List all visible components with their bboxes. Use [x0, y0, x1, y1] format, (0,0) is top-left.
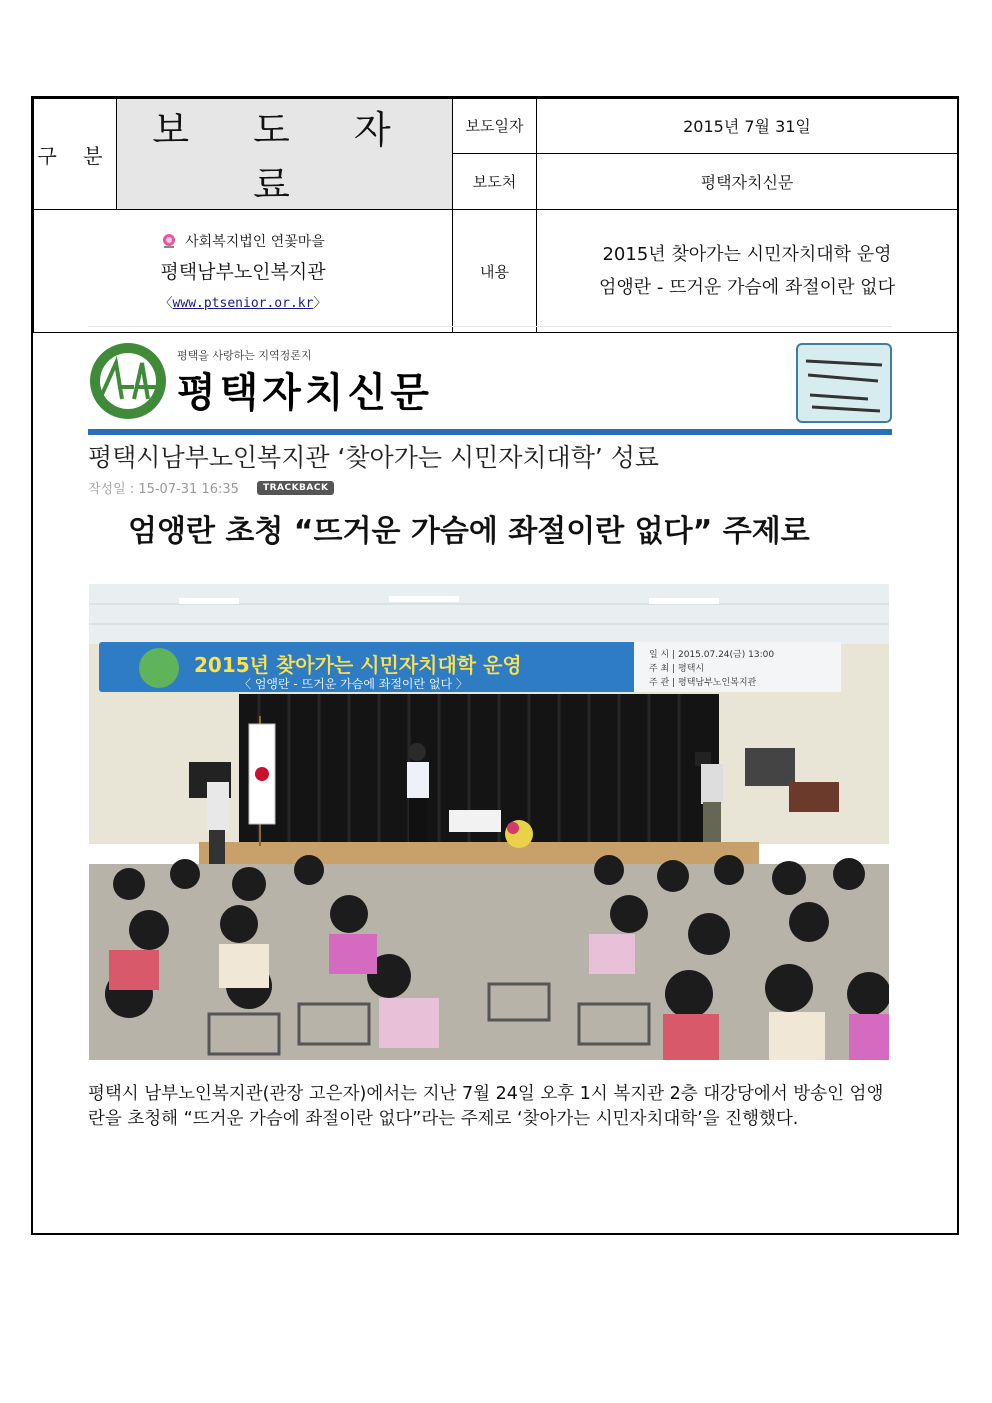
content-label-cell: [453, 210, 537, 333]
trackback-button[interactable]: TRACKBACK: [257, 481, 335, 495]
url-bracket-close: 〉: [313, 296, 327, 311]
outlet-value: 평택자치신문: [700, 172, 794, 192]
organization-url-row: [34, 292, 452, 311]
lotus-logo-icon: [161, 233, 177, 249]
content-value-cell: [537, 210, 958, 333]
organization-parent: 사회복지법인 연꽃마을: [185, 234, 325, 250]
newspaper-thumbnail: [796, 343, 892, 423]
date-value-cell: [537, 99, 958, 154]
photo-banner-host: 주 최 | 평택시: [649, 664, 705, 674]
date-label: 보도일자: [465, 117, 524, 136]
article-headline: 평택시남부노인복지관 ‘찾아가는 시민자치대학’ 성료: [88, 443, 660, 472]
newspaper-logo-icon: [88, 341, 168, 421]
doc-title-cell: [117, 99, 453, 210]
organization-parent-row: [34, 231, 452, 251]
event-photo: [89, 584, 889, 1060]
organization-name: 평택남부노인복지관: [160, 261, 326, 283]
photo-banner-date: 일 시 | 2015.07.24(금) 13:00: [649, 650, 775, 660]
date-value: 2015년 7월 31일: [683, 117, 811, 137]
content-line-2: 엄앵란 - 뜨거운 가슴에 좌절이란 없다: [599, 277, 895, 298]
article-clipping: [88, 326, 894, 1129]
article-body: 평택시 남부노인복지관(관장 고은자)에서는 지난 7월 24일 오후 1시 복지관 2층 대강당에서 방송인 엄앵란을 초청해 “뜨거운 가슴에 좌절이란 없다”라는 주제로 ‘찾아가는 시민자치대학’을 진행했다.: [88, 1084, 884, 1129]
date-label-cell: [453, 99, 537, 154]
press-release-frame: [31, 96, 959, 1235]
organization-url-link[interactable]: www.ptsenior.or.kr: [172, 296, 314, 311]
newspaper-thumbnail-icon: [798, 345, 890, 421]
category-label-cell: [34, 99, 117, 210]
newspaper-banner: [88, 326, 892, 435]
outlet-value-cell: [537, 153, 958, 209]
article-subtitle: 엄앵란 초청 “뜨거운 가슴에 좌절이란 없다” 주제로: [128, 514, 810, 549]
photo-banner-title: 2015년 찾아가는 시민자치대학 운영: [194, 653, 522, 677]
event-photo-illustration: [89, 584, 889, 1060]
category-label: 구 분: [37, 143, 113, 168]
outlet-label: 보도처: [472, 172, 517, 191]
newspaper-name: 평택자치신문: [177, 369, 433, 416]
organization-cell: [34, 210, 453, 333]
banner-blue-bar: [88, 429, 892, 435]
outlet-label-cell: [453, 153, 537, 209]
doc-title: 보 도 자 료: [152, 108, 417, 207]
article-meta: [88, 478, 334, 497]
photo-banner-subtitle: 〈 엄앵란 - 뜨거운 가슴에 좌절이란 없다 〉: [239, 677, 468, 691]
article-date: 작성일 : 15-07-31 16:35: [88, 482, 239, 497]
url-bracket-open: 〈: [159, 296, 173, 311]
photo-banner-org: 주 관 | 평택남부노인복지관: [649, 678, 757, 688]
header-table: [33, 98, 958, 333]
newspaper-tagline: 평택을 사랑하는 지역정론지: [177, 349, 312, 362]
content-line-1: 2015년 찾아가는 시민자치대학 운영: [602, 244, 892, 265]
content-label: 내용: [480, 262, 509, 281]
